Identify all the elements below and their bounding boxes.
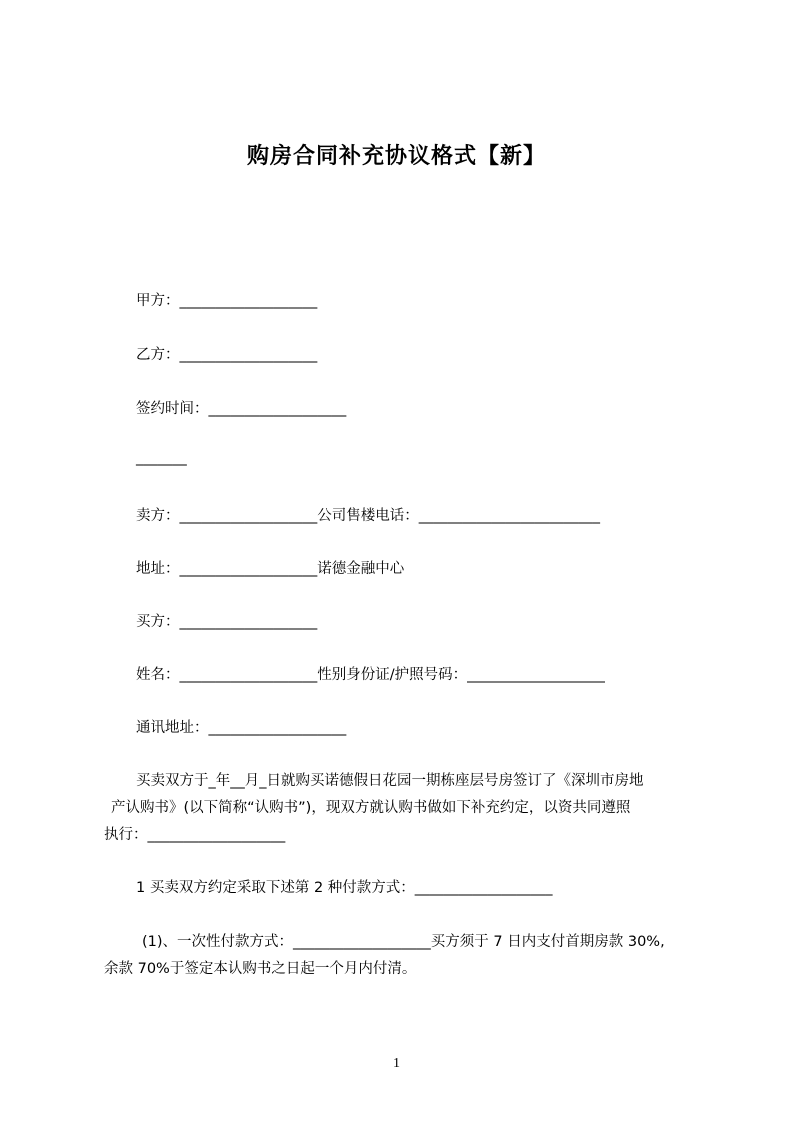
clause-1-1-line: (1)、一次性付款方式：___________________买方须于 7 日内支付首期房款 30%, xyxy=(142,934,665,950)
paragraph-line: 买卖双方于_年__月_日就购买诺德假日花园一期栋座层号房签订了《深圳市房地 xyxy=(136,773,644,789)
clause-1-1-line: 余款 70%于签定本认购书之日起一个月内付清。 xyxy=(104,961,417,977)
seller-line: 卖方：___________________公司售楼电话：_________________________ xyxy=(136,508,600,524)
page-number: 1 xyxy=(393,1056,400,1071)
document-title: 购房合同补充协议格式【新】 xyxy=(246,144,546,169)
address-line: 地址：___________________诺德金融中心 xyxy=(136,561,405,577)
signing-date-line: 签约时间：___________________ xyxy=(136,401,347,417)
paragraph-line: 执行：___________________ xyxy=(104,827,286,843)
paragraph-line: 产认购书》(以下简称“认购书”)，现双方就认购书做如下补充约定，以资共同遵照 xyxy=(111,800,631,816)
party-a-line: 甲方：___________________ xyxy=(136,293,318,309)
separator-underline: _______ xyxy=(136,450,187,466)
mailing-address-line: 通讯地址：___________________ xyxy=(136,720,347,736)
clause-1-line: 1 买卖双方约定采取下述第 2 种付款方式：___________________ xyxy=(136,880,553,896)
party-b-line: 乙方：___________________ xyxy=(136,347,318,363)
name-id-line: 姓名：___________________性别身份证/护照号码：___________________ xyxy=(136,667,605,683)
buyer-line: 买方：___________________ xyxy=(136,614,318,630)
